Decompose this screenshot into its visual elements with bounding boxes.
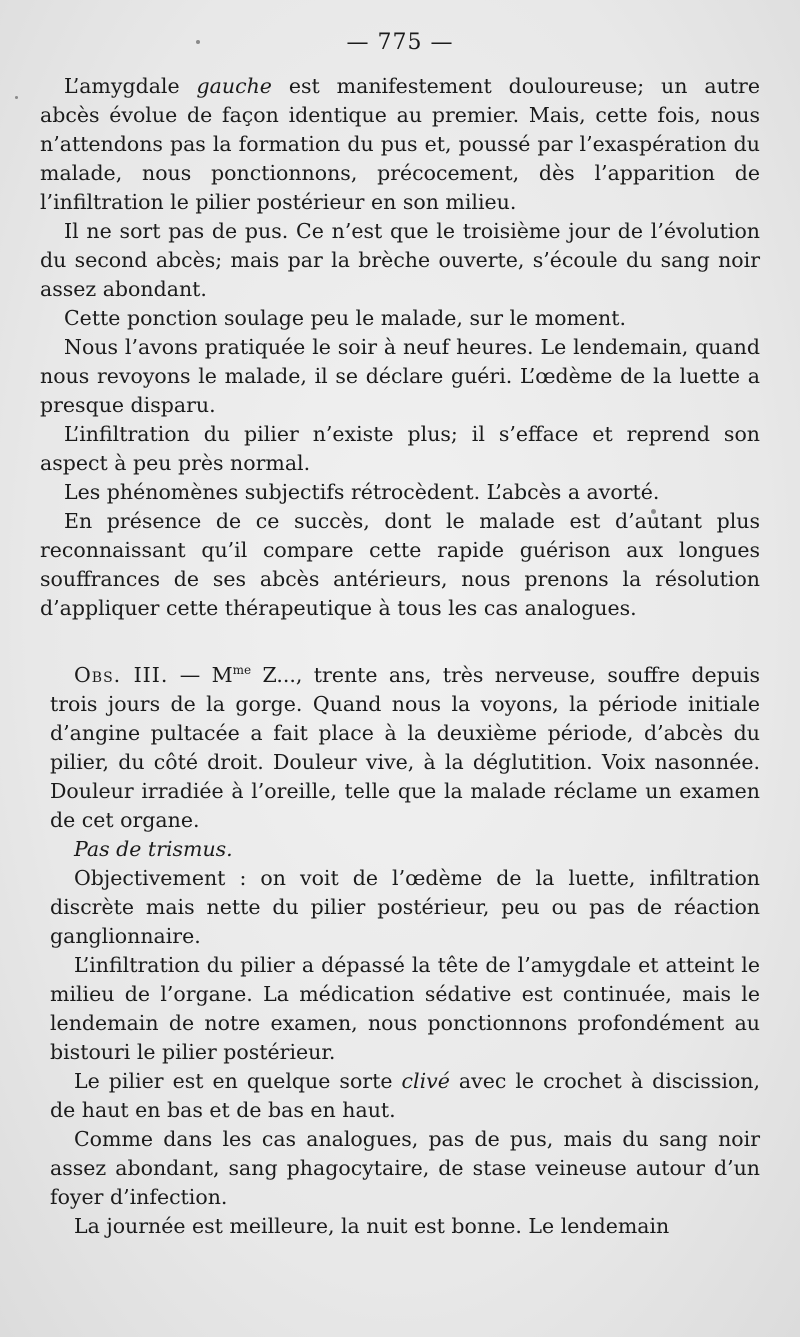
observation-block <box>40 661 760 1241</box>
paragraph: Les phénomènes subjectifs rétrocèdent. L’abcès a avorté. <box>64 480 660 504</box>
paragraph: Objectivement : on voit de l’œdème de la luette, infiltration discrète mais nette du pilier postérieur, peu ou pas de réaction ganglionnaire. <box>50 866 760 948</box>
observation-label: Obs. III. <box>74 663 169 687</box>
paragraph: La journée est meilleure, la nuit est bonne. Le lendemain <box>74 1214 670 1238</box>
paragraph <box>40 835 760 864</box>
page-number: — 775 — <box>346 30 454 55</box>
emphasis: clivé <box>401 1069 450 1093</box>
paragraph: L’infiltration du pilier n’existe plus; il s’efface et reprend son aspect à peu près normal. <box>40 422 760 475</box>
paragraph: L’amygdale gauche est manifestement douloureuse; un autre abcès évolue de façon identique au premier. Mais, cette fois, nous n’attendons pas la formation du pus et, poussé par l’exaspération du malade, nous ponctionnons, précocement, dès l’apparition de l’infiltration le pilier postérieur en son milieu. <box>40 74 760 214</box>
paragraph: Il ne sort pas de pus. Ce n’est que le troisième jour de l’évolution du second abcès; mais par la brèche ouverte, s’écoule du sang noir assez abondant. <box>40 219 760 301</box>
observation-heading-paragraph: Obs. III. — $M^{me}$ Z..., trente ans, très nerveuse, souffre depuis trois jours de la gorge. Quand nous la voyons, la période initiale d’angine pultacée a fait place à la deuxième période, d’abcès du pilier, du côté droit. Douleur vive, à la déglutition. Voix nasonnée. Douleur irradiée à l’oreille, telle que la malade réclame un examen de cet organe. <box>50 663 760 832</box>
paragraph: En présence de ce succès, dont le malade est d’autant plus reconnaissant qu’il compare cette rapide guérison aux longues souffrances de ses abcès antérieurs, nous prenons la résolution d’appliquer cette thérapeutique à tous les cas analogues. <box>40 509 760 620</box>
emphasis: Pas de trismus. <box>74 837 233 861</box>
body-text <box>40 72 760 1241</box>
paragraph: Cette ponction soulage peu le malade, sur le moment. <box>64 306 627 330</box>
paragraph: Comme dans les cas analogues, pas de pus, mais du sang noir assez abondant, sang phagocytaire, de stase veineuse autour d’un foyer d’infection. <box>50 1127 760 1209</box>
emphasis: gauche <box>196 74 272 98</box>
print-speck <box>15 96 18 99</box>
paragraph: Le pilier est en quelque sorte clivé avec le crochet à discission, de haut en bas et de bas en haut. <box>50 1069 761 1122</box>
paragraph: L’infiltration du pilier a dépassé la tête de l’amygdale et atteint le milieu de l’organe. La médication sédative est continuée, mais le lendemain de notre examen, nous ponctionnons profondément au bistouri le pilier postérieur. <box>50 953 760 1064</box>
paragraph: Nous l’avons pratiquée le soir à neuf heures. Le lendemain, quand nous revoyons le malade, il se déclare guéri. L’œdème de la luette a presque disparu. <box>40 335 760 417</box>
